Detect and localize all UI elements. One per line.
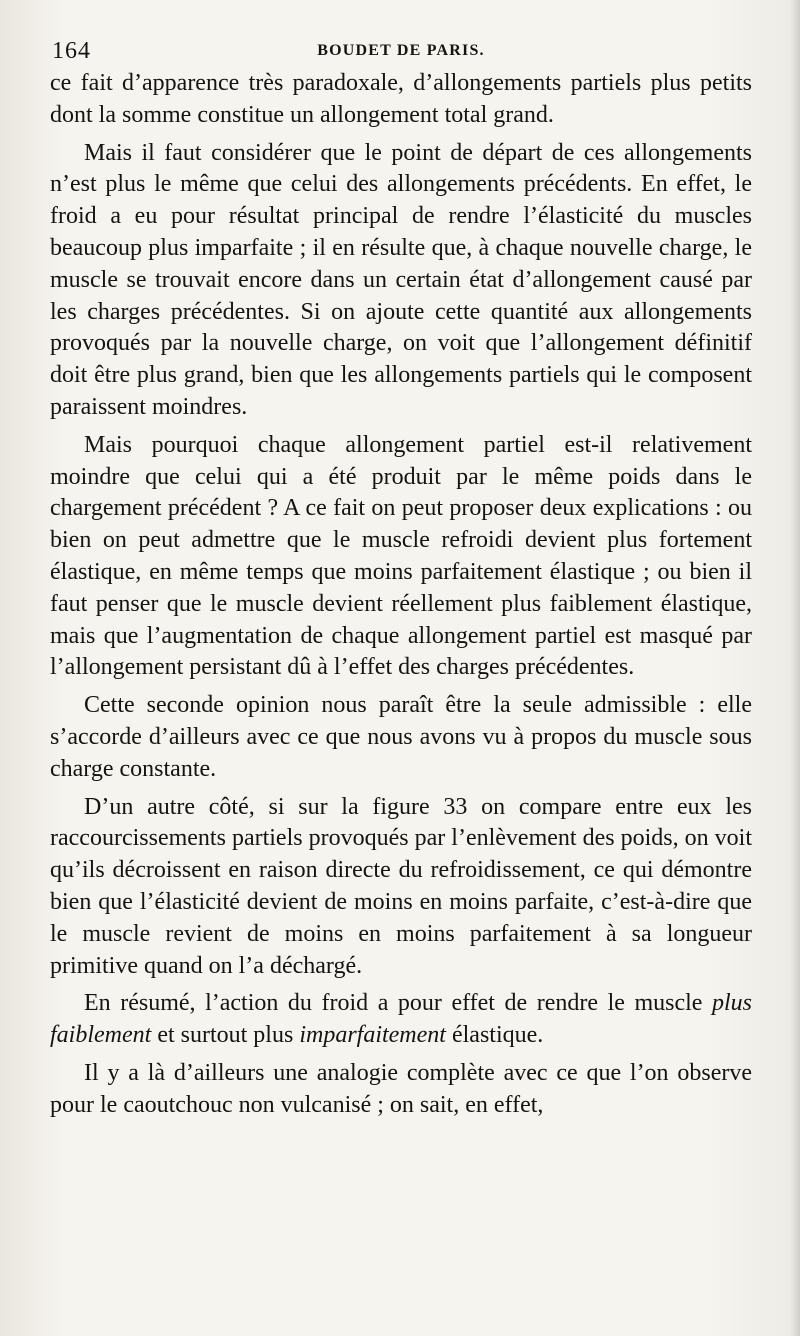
paragraph-4: Cette seconde opinion nous paraît être la seule admissible : elle s’accorde d’ailleurs avec ce que nous avons vu à propos du muscle sous charge constante. [50, 692, 752, 782]
header-title: BOUDET DE PARIS. [317, 42, 485, 59]
paragraph-1: ce fait d’apparence très paradoxale, d’allongements partiels plus petits dont la somme constitue un allongement total grand. [50, 70, 752, 128]
paragraph-6-start: En résumé, l’action du froid a pour effet de rendre le muscle [84, 990, 712, 1017]
body-text [50, 68, 752, 1122]
paragraph-6-middle: et surtout plus [151, 1022, 300, 1049]
paragraph-3: Mais pourquoi chaque allongement partiel est-il relativement moindre que celui qui a été produit par le même poids dans le chargement précédent ? A ce fait on peut proposer deux explications : ou bien on peut admettre que le muscle refroidi devient plus fortement élastique, en même temps que moins parfaitement élastique ; ou bien il faut penser que le muscle devient réellement plus faiblement élastique, mais que l’augmentation de chaque allongement partiel est masqué par l’allongement persistant dû à l’effet des charges précédentes. [50, 431, 752, 681]
emphasis-plus-faiblement: plus faiblement [50, 990, 752, 1049]
paragraph-2: Mais il faut considérer que le point de départ de ces allongements n’est plus le même que celui des allongements précédents. En effet, le froid a eu pour résultat principal de rendre l’élasticité du muscles beaucoup plus imparfaite ; il en résulte que, à chaque nouvelle charge, le muscle se trouvait encore dans un certain état d’allongement causé par les charges précédentes. Si on ajoute cette quantité aux allongements provoqués par la nouvelle charge, on voit que l’allongement définitif doit être plus grand, bien que les allongements partiels qui le composent paraissent moindres. [50, 139, 752, 420]
paragraph-6 [50, 988, 752, 1052]
paragraph-5: D’un autre côté, si sur la figure 33 on compare entre eux les raccourcissements partiels provoqués par l’enlèvement des poids, on voit qu’ils décroissent en raison directe du refroidissement, ce qui démontre bien que l’élasticité devient de moins en moins parfaite, c’est-à-dire que le muscle revient de moins en moins parfaitement à sa longueur primitive quand on l’a déchargé. [50, 793, 752, 979]
emphasis-imparfaitement: imparfaitement [299, 1022, 446, 1049]
paragraph-6-end: élastique. [445, 1022, 544, 1049]
paragraph-7: Il y a là d’ailleurs une analogie complète avec ce que l’on observe pour le caoutchouc non vulcanisé ; on sait, en effet, [50, 1059, 752, 1118]
page-edge-shadow [790, 0, 800, 1336]
running-head [50, 22, 752, 68]
page-number: 164 [52, 38, 91, 64]
